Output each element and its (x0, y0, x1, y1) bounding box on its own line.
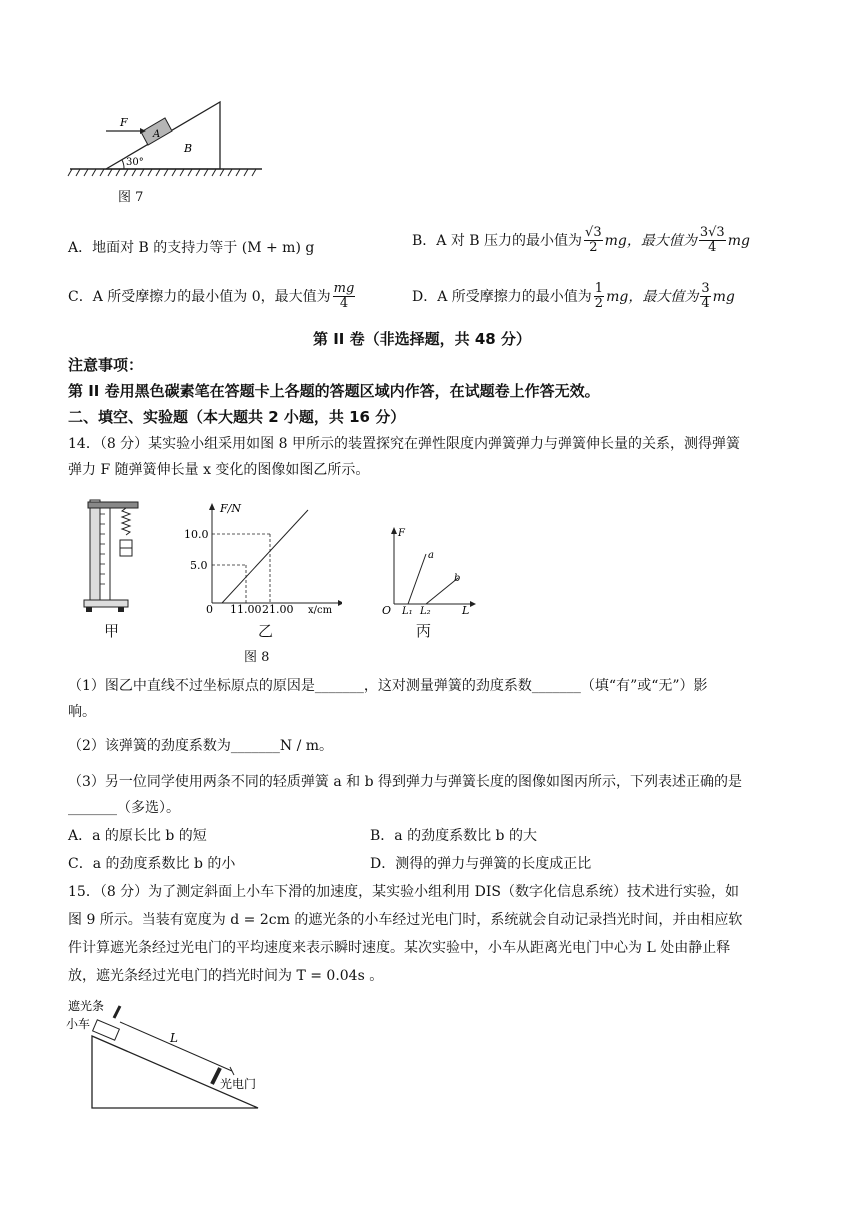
yi-xlabel: x/cm (308, 605, 333, 616)
option-c: C．A 所受摩擦力的最小值为 0，最大值为 $\frac{mg}{4}$ (68, 281, 355, 312)
yi-xtick-21: 21.00 (262, 603, 294, 616)
fig9-car-label: 小车 (66, 1017, 91, 1031)
q14-sub1-line2: 响。 (68, 704, 96, 720)
figure-8-caption: 图 8 (244, 650, 270, 665)
figure-7-caption: 图 7 (118, 190, 144, 205)
notice-text: 第 II 卷用黑色碳素笔在答题卡上各题的答题区域内作答，在试题卷上作答无效。 (68, 382, 600, 400)
q14-sub3-line2: _______（多选）。 (68, 800, 180, 816)
q14-sub2: （2）该弹簧的劲度系数为_______N / m。 (68, 738, 334, 754)
q14-option-a: A．a 的原长比 b 的短 (68, 828, 207, 844)
option-d: D．A 所受摩擦力的最小值为 $\frac{1}{2}$ mg，最大值为 $\frac{3}{4}$ mg (412, 281, 735, 312)
bing-l1-label: L₁ (402, 606, 413, 616)
q14-stem-line1: 14．（8 分）某实验小组采用如图 8 甲所示的装置探究在弹性限度内弹簧弹力与弹簧伸长量的关系，测得弹簧 (68, 436, 740, 452)
bing-xlabel: L (462, 604, 470, 616)
fig8-sublabel-jia: 甲 (104, 622, 120, 640)
q15-line3: 件计算遮光条经过光电门的平均速度来表示瞬时速度。某次实验中，小车从距离光电门中心为 L 处由静止释 (68, 940, 731, 956)
figure-8-apparatus (82, 494, 144, 616)
block-a-label: A (153, 129, 161, 140)
q14-stem-line2: 弹力 F 随弹簧伸长量 x 变化的图像如图乙所示。 (68, 462, 370, 478)
yi-ytick-5: 5.0 (190, 559, 208, 572)
wedge-b-label: B (184, 142, 193, 155)
fig8-sublabel-bing: 丙 (416, 622, 432, 640)
yi-xtick-11: 11.00 (230, 603, 262, 616)
figure-8-chart-bing (378, 524, 478, 616)
angle-label: 30° (126, 157, 144, 168)
bing-line-b-label: b (454, 573, 461, 584)
fig9-strip-label: 遮光条 (68, 999, 105, 1013)
q14-option-d: D．测得的弹力与弹簧的长度成正比 (370, 856, 592, 872)
option-a: A．地面对 B 的支持力等于 (M + m) g (68, 240, 315, 256)
q14-sub3-line1: （3）另一位同学使用两条不同的轻质弹簧 a 和 b 得到弹力与弹簧长度的图像如图丙所示，下列表述正确的是 (68, 774, 743, 790)
fig9-gate-label: 光电门 (220, 1077, 257, 1091)
section-title: 二、填空、实验题（本大题共 2 小题，共 16 分） (68, 408, 406, 426)
q15-line4: 放，遮光条经过光电门的挡光时间为 T = 0.04s 。 (68, 968, 384, 984)
q14-option-b: B．a 的劲度系数比 b 的大 (370, 828, 537, 844)
figure-9 (62, 996, 282, 1112)
q15-line2: 图 9 所示。当装有宽度为 d = 2cm 的遮光条的小车经过光电门时，系统就会自动记录挡光时间，并由相应软 (68, 912, 743, 928)
yi-ylabel: F/N (220, 502, 241, 515)
q15-line1: 15．（8 分）为了测定斜面上小车下滑的加速度，某实验小组利用 DIS（数字化信息系统）技术进行实验，如 (68, 884, 739, 900)
yi-ytick-10: 10.0 (184, 528, 209, 541)
bing-ylabel: F (398, 528, 405, 539)
part-2-title: 第 II 卷（非选择题，共 48 分） (313, 330, 531, 348)
bing-line-a-label: a (428, 550, 434, 561)
option-b: B．A 对 B 压力的最小值为 $\frac{√3}{2}$ mg，最大值为 $\frac{3√3}{4}$ mg (412, 225, 750, 256)
bing-origin: O (382, 604, 392, 616)
figure-8-chart-yi (182, 500, 342, 618)
q14-option-c: C．a 的劲度系数比 b 的小 (68, 856, 236, 872)
yi-xtick-0: 0 (206, 603, 213, 616)
figure-7 (66, 92, 266, 187)
fig9-distance-label: L (170, 1031, 178, 1045)
notice-title: 注意事项： (68, 356, 144, 374)
bing-l2-label: L₂ (420, 606, 431, 616)
force-f-label: F (120, 116, 128, 129)
q14-sub1-line1: （1）图乙中直线不过坐标原点的原因是_______，这对测量弹簧的劲度系数_______（填“有”或“无”）影 (68, 678, 708, 694)
fig8-sublabel-yi: 乙 (258, 622, 274, 640)
